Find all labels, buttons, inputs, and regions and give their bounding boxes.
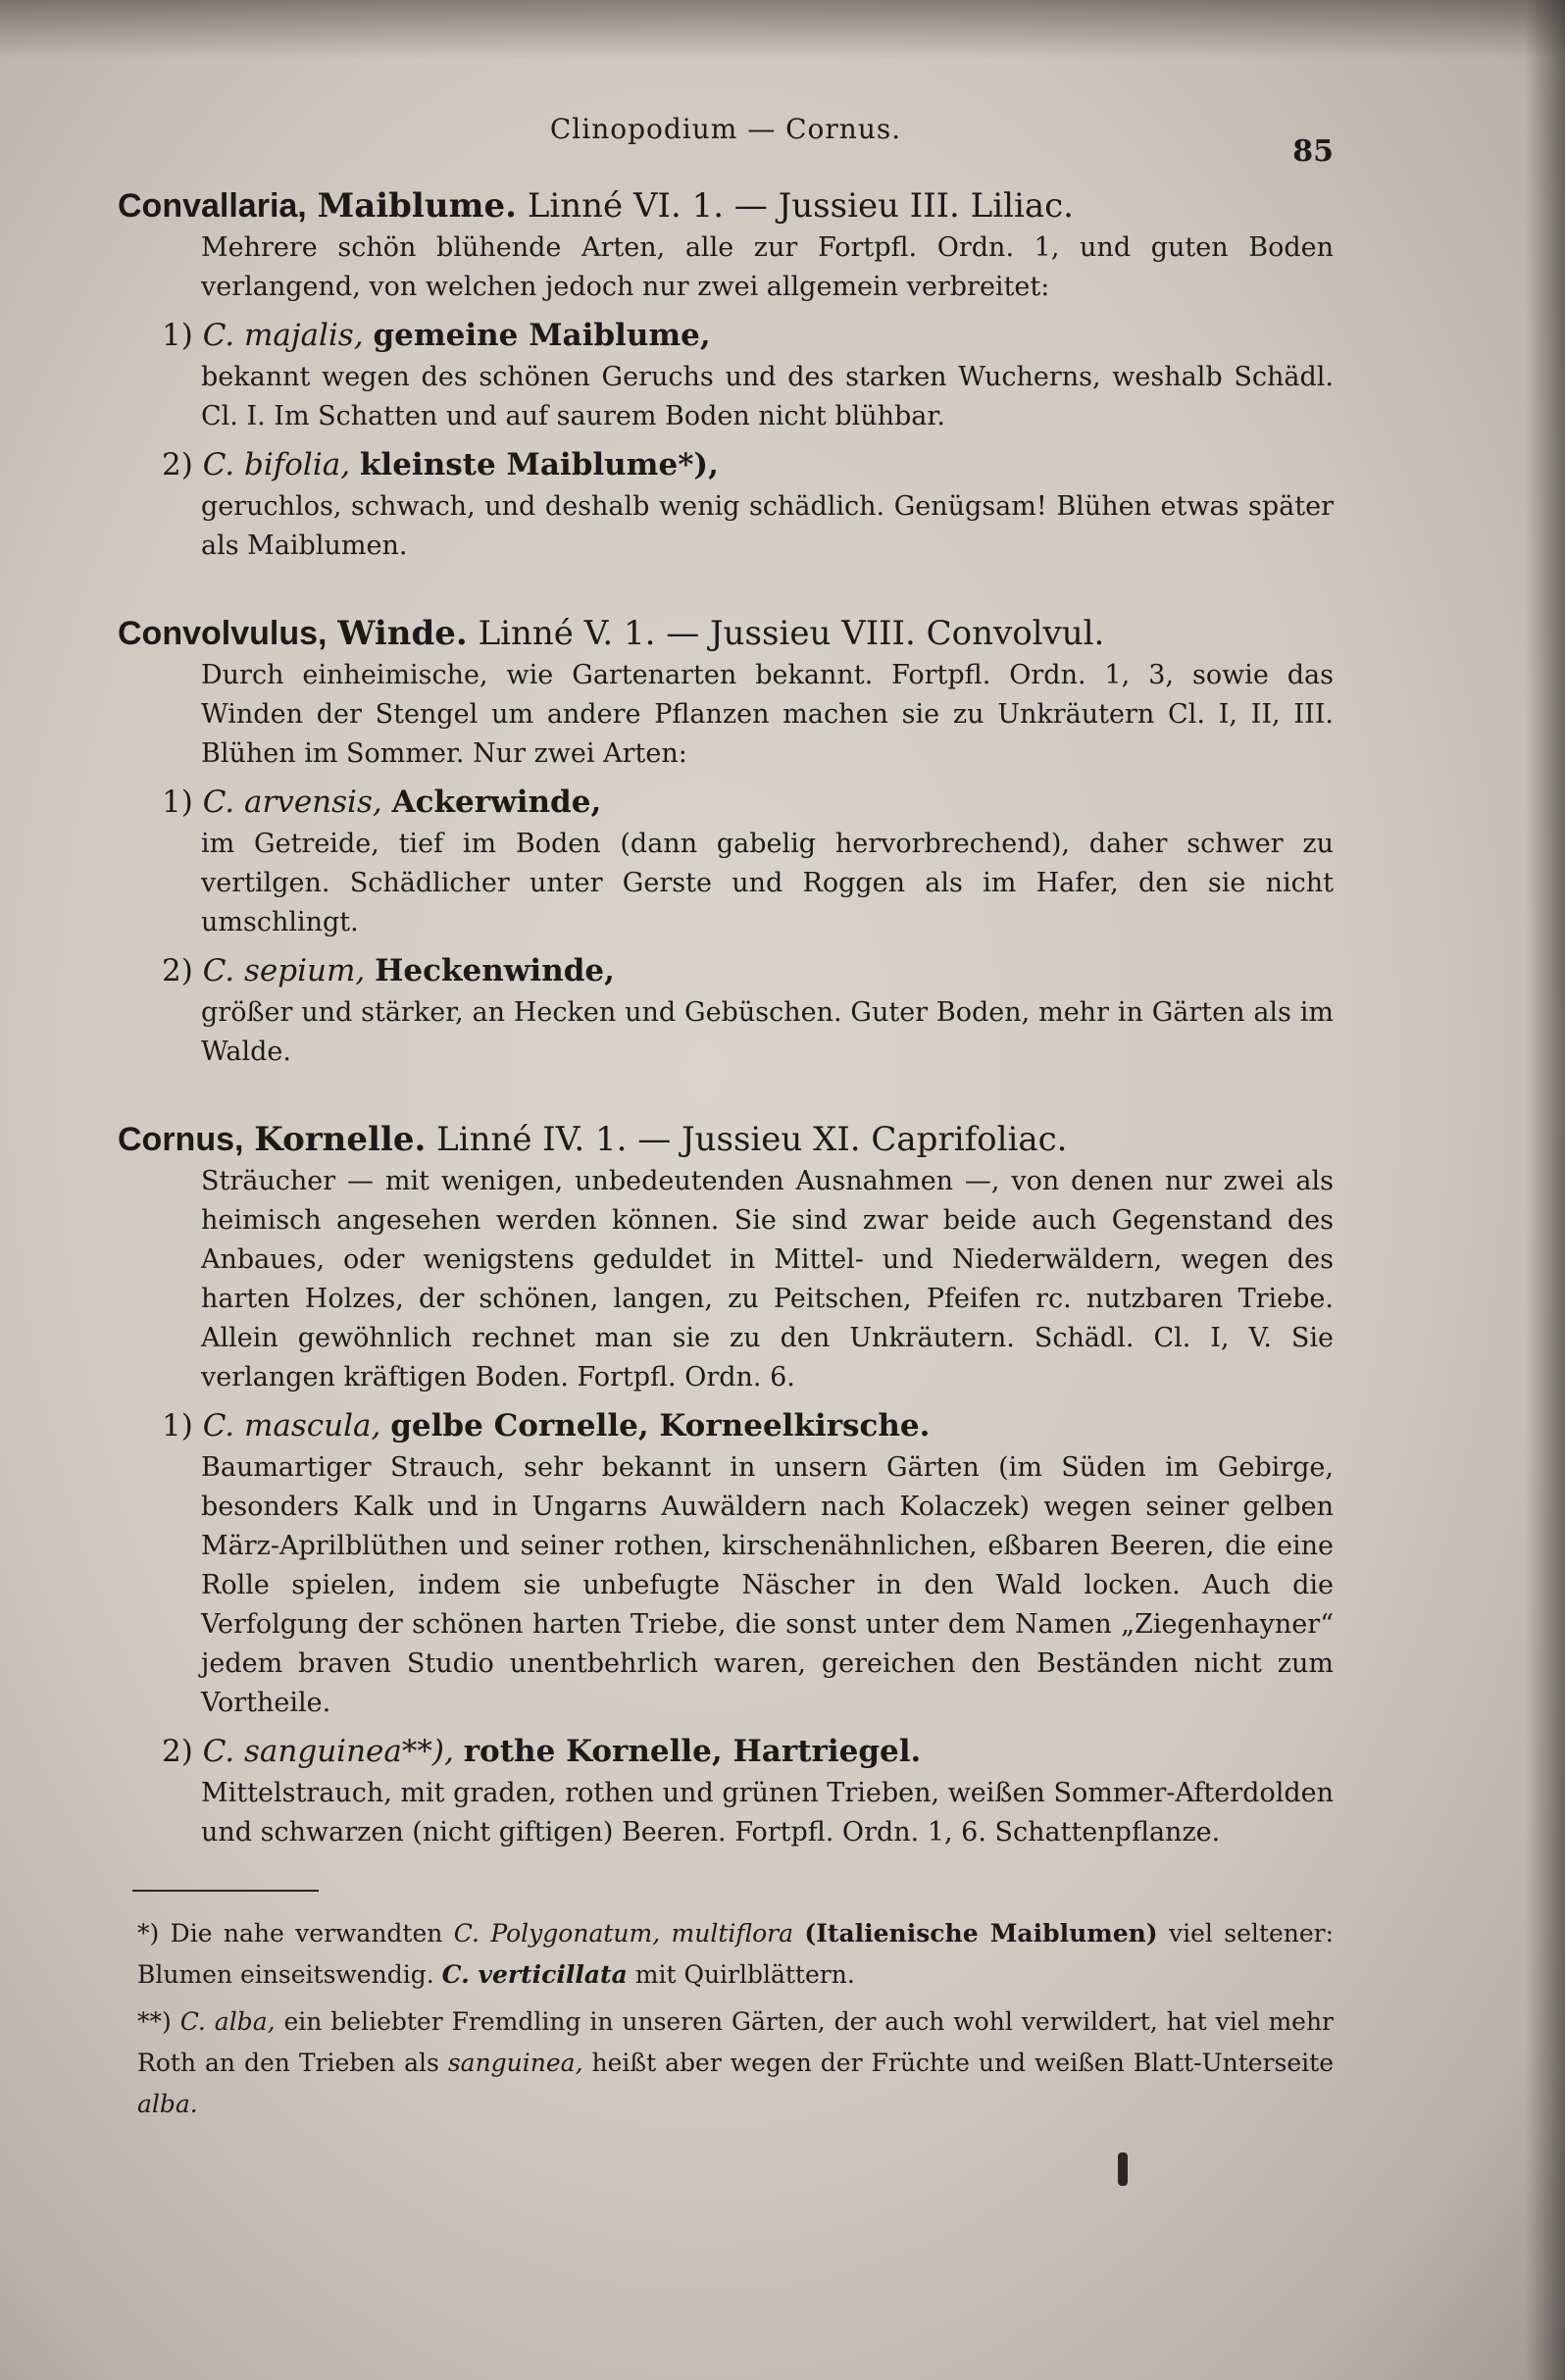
genus-name: Convolvulus,	[118, 615, 328, 652]
genus-classification: Linné IV. 1. — Jussieu XI. Caprifoliac.	[436, 1120, 1068, 1159]
species-german-name: Heckenwinde,	[375, 953, 615, 988]
footnote-text: Die nahe verwandten	[170, 1919, 443, 1948]
genus-classification: Linné VI. 1. — Jussieu III. Liliac.	[527, 186, 1074, 226]
species-german-name: kleinste Maiblume*),	[359, 447, 719, 482]
entry-convolvulus	[118, 611, 1334, 1072]
species-german-name: rothe Kornelle, Hartriegel.	[463, 1734, 922, 1769]
page-shadow-right	[1526, 0, 1565, 2380]
species-description: Mittelstrauch, mit graden, rothen und grünen Trieben, weißen Sommer-Afterdolden und schwarzen (nicht giftigen) Beeren. Fortpfl. Ordn. 1, 6. Schattenpflanze.	[201, 1778, 1334, 1848]
entry-spacer	[118, 1072, 1334, 1105]
species-latin-name: C. arvensis,	[202, 785, 382, 820]
entry-convallaria	[118, 183, 1334, 566]
page-shadow-top	[0, 0, 1565, 59]
entry-spacer	[118, 566, 1334, 599]
genus-description: Durch einheimische, wie Gartenarten bekannt. Fortpfl. Ordn. 1, 3, sowie das Winden der Stengel um andere Pflanzen machen sie zu Unkräutern Cl. I, II, III. Blühen im Sommer. Nur zwei Arten:	[201, 660, 1334, 769]
species-description: im Getreide, tief im Boden (dann gabelig hervorbrechend), daher schwer zu vertilgen. Schädlicher unter Gerste und Roggen als im Hafer, den sie nicht umschlingt.	[201, 829, 1334, 937]
footnote-1	[118, 1913, 1334, 1996]
genus-description: Sträucher — mit wenigen, unbedeutenden Ausnahmen —, von denen nur zwei als heimisch angesehen werden können. Sie sind zwar beide auch Gegenstand des Anbaues, oder wenigstens geduldet in Mittel- und Niederwäldern, wegen des harten Holzes, der schönen, langen, zu Peitschen, Pfeifen rc. nutzbaren Triebe. Allein gewöhnlich rechnet man sie zu den Unkräutern. Schädl. Cl. I, V. Sie verlangen kräftigen Boden. Fortpfl. Ordn. 6.	[201, 1166, 1334, 1393]
footnote-mark: **)	[137, 2007, 172, 2036]
page-number: 85	[1292, 134, 1334, 169]
footnote-text: ein beliebter Fremdling in unseren Gärten, der auch wohl verwildert, hat viel mehr Roth an den Trieben als	[137, 2007, 1335, 2077]
footnote-2	[118, 2001, 1334, 2125]
footnote-latin: C. alba,	[179, 2007, 276, 2036]
species-description: größer und stärker, an Hecken und Gebüschen. Guter Boden, mehr in Gärten als im Walde.	[201, 997, 1334, 1067]
footnote-mark: *)	[137, 1919, 160, 1948]
footnote-divider	[132, 1890, 319, 1892]
genus-german-name: Maiblume.	[317, 186, 517, 226]
footnote-latin: alba.	[137, 2090, 198, 2118]
footnote-bold: (Italienische Maiblumen)	[804, 1919, 1158, 1948]
species-description: Baumartiger Strauch, sehr bekannt in unsern Gärten (im Süden im Gebirge, besonders Kalk und in Ungarns Auwäldern nach Kolaczek) wegen seiner gelben März-Aprilblüthen und seiner rothen, kirschenähnlichen, eßbaren Beeren, die eine Rolle spielen, indem sie unbefugte Näscher in den Wald locken. Auch die Verfolgung der schönen harten Triebe, die sonst unter dem Namen „Ziegenhayner“ jedem braven Studio unentbehrlich waren, gereichen den Beständen nicht zum Vortheile.	[201, 1452, 1334, 1718]
species-latin-name: C. sepium,	[202, 953, 366, 988]
species-number: 1)	[162, 1408, 193, 1443]
genus-heading	[118, 183, 1334, 228]
footnote-latin: C. Polygonatum, multiflora	[453, 1919, 793, 1948]
running-title: Clinopodium — Cornus.	[549, 113, 902, 145]
footnote-latin: sanguinea,	[447, 2049, 583, 2077]
genus-name: Convallaria,	[118, 187, 307, 225]
species-latin-name: C. mascula,	[202, 1408, 381, 1443]
genus-heading	[118, 1117, 1334, 1162]
species-number: 2)	[162, 1734, 193, 1769]
footnote-text: viel seltener: Blumen einseitswendig.	[137, 1919, 1335, 1989]
genus-classification: Linné V. 1. — Jussieu VIII. Convolvul.	[478, 614, 1105, 653]
footnote-text: heißt aber wegen der Früchte und weißen Blatt-Unterseite	[591, 2049, 1335, 2077]
footnote-latin: C. verticillata	[441, 1960, 628, 1989]
species-german-name: Ackerwinde,	[391, 785, 602, 820]
genus-german-name: Kornelle.	[254, 1120, 427, 1159]
species-heading	[118, 313, 1334, 358]
footnote-text: mit Quirlblättern.	[634, 1960, 855, 1989]
page-header	[118, 113, 1334, 172]
genus-name: Cornus,	[118, 1121, 244, 1158]
species-heading	[118, 442, 1334, 487]
genus-description: Mehrere schön blühende Arten, alle zur Fortpfl. Ordn. 1, und guten Boden verlangend, von welchen jedoch nur zwei allgemein verbreitet:	[201, 232, 1334, 302]
species-number: 2)	[162, 447, 193, 482]
species-number: 2)	[162, 953, 193, 988]
species-german-name: gelbe Cornelle, Korneelkirsche.	[390, 1408, 931, 1443]
genus-heading	[118, 611, 1334, 656]
entry-cornus	[118, 1117, 1334, 1852]
species-description: geruchlos, schwach, und deshalb wenig schädlich. Genügsam! Blühen etwas später als Maiblumen.	[201, 491, 1334, 561]
page-content	[118, 113, 1334, 2125]
ink-blot	[1118, 2152, 1128, 2186]
species-latin-name: C. bifolia,	[202, 447, 351, 482]
species-heading	[118, 780, 1334, 825]
species-latin-name: C. majalis,	[202, 318, 364, 353]
species-heading	[118, 1729, 1334, 1774]
species-number: 1)	[162, 785, 193, 820]
species-description: bekannt wegen des schönen Geruchs und des starken Wucherns, weshalb Schädl. Cl. I. Im Schatten und auf saurem Boden nicht blühbar.	[201, 362, 1334, 431]
species-heading	[118, 948, 1334, 993]
species-number: 1)	[162, 318, 193, 353]
species-heading	[118, 1403, 1334, 1448]
genus-german-name: Winde.	[337, 614, 468, 653]
species-latin-name: C. sanguinea**),	[202, 1734, 454, 1769]
species-german-name: gemeine Maiblume,	[373, 318, 711, 353]
